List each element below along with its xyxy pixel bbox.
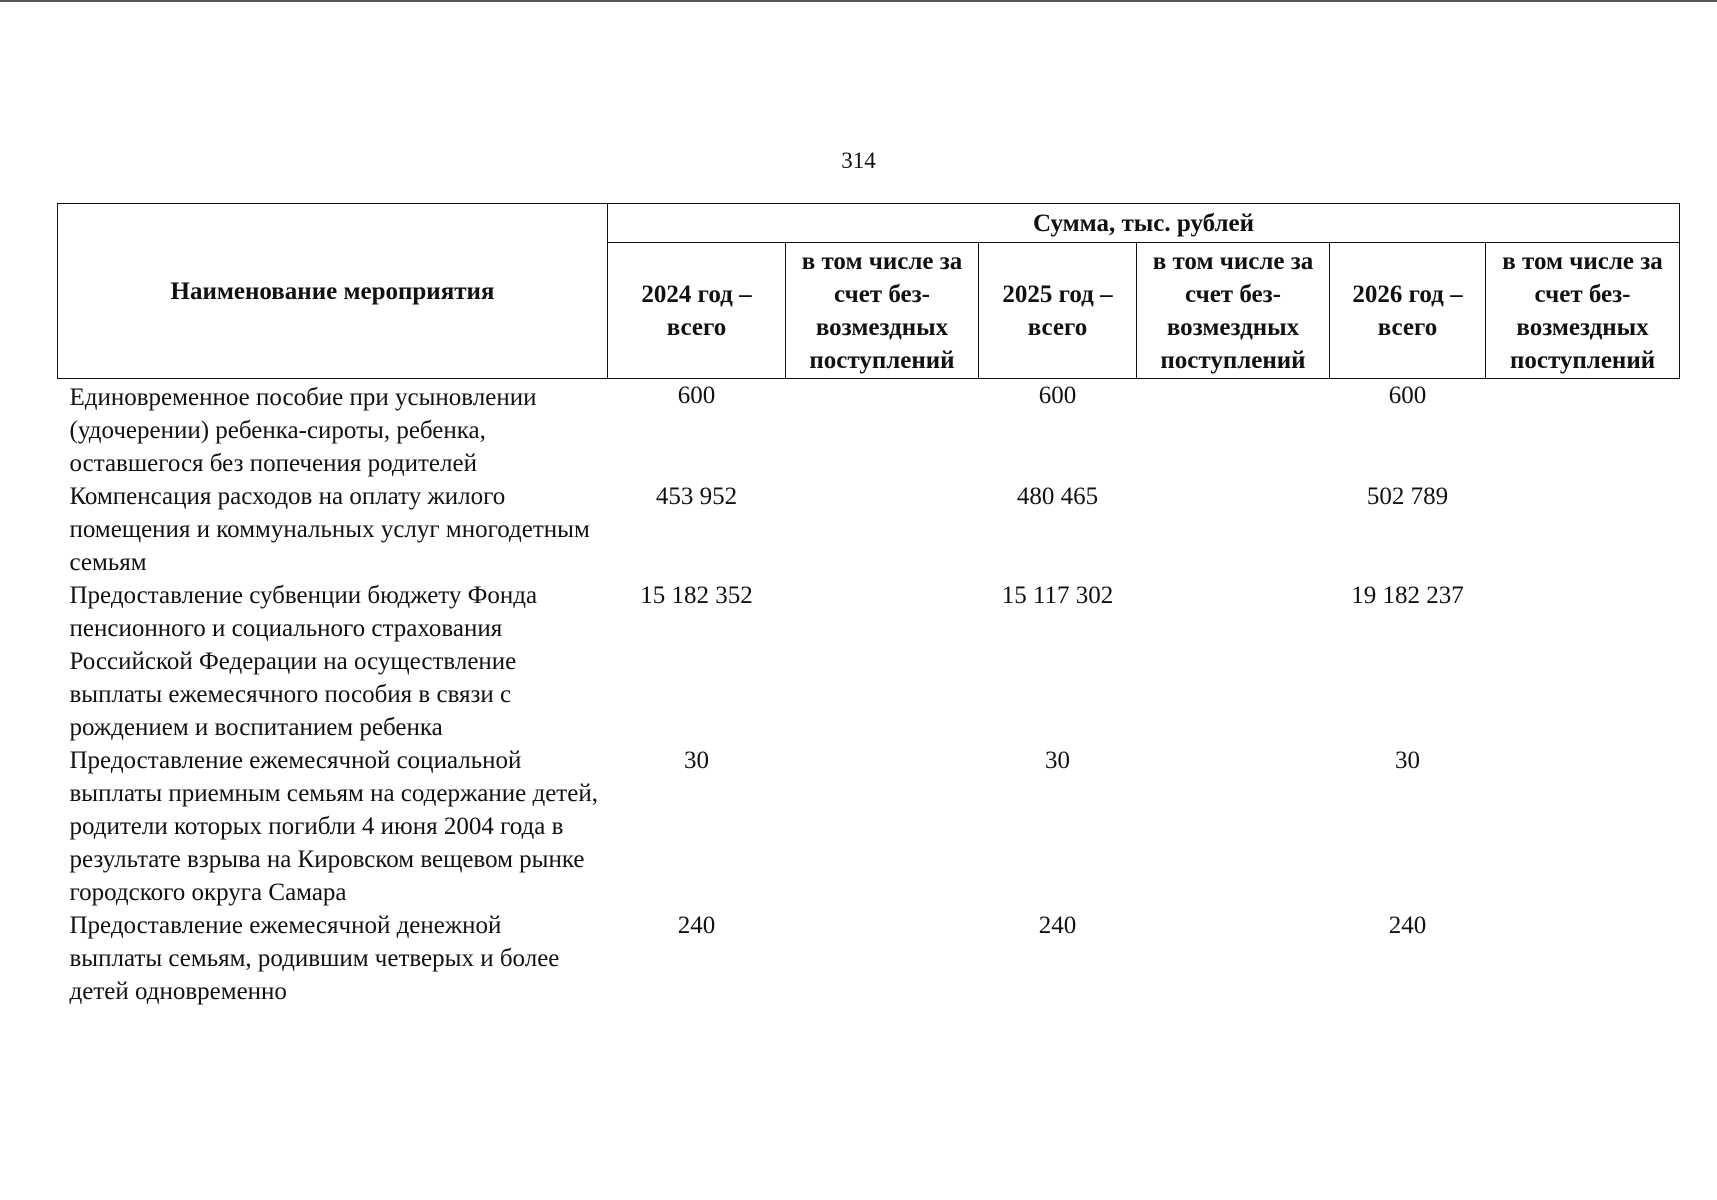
table-row — [58, 480, 1680, 579]
value-2026-total: 30 — [1395, 747, 1420, 774]
budget-table — [57, 203, 1680, 1008]
value-2026-grants — [1486, 379, 1680, 481]
row-name: Предоставление ежемесячной денежной выплаты семьям, родившим четверых и более детей одновременно — [69, 912, 560, 1005]
value-2025-grants — [1137, 909, 1330, 1008]
value-2026-grants — [1486, 744, 1680, 909]
column-header-2026-total: 2026 год – всего — [1330, 243, 1486, 379]
table-body — [58, 379, 1680, 1009]
value-2024-grants — [786, 744, 979, 909]
table-header — [58, 204, 1680, 379]
row-name: Предоставление субвенции бюджету Фонда пенсионного и социального страхования Российской Федерации на осуществление выплаты ежемесячного пособия в связи с рождением и воспитанием ребенка — [69, 582, 538, 741]
top-border-line — [0, 0, 1717, 2]
table-row — [58, 744, 1680, 909]
value-2026-total: 600 — [1388, 382, 1427, 409]
column-header-2026-grants: в том числе за счет без-возмездных поступлений — [1486, 243, 1680, 379]
value-2024-grants — [786, 909, 979, 1008]
table-row — [58, 579, 1680, 744]
value-2025-grants — [1137, 579, 1330, 744]
value-2024-grants — [786, 379, 979, 481]
page-number: 314 — [841, 148, 876, 173]
value-2025-total: 600 — [1038, 382, 1077, 409]
value-2025-total: 15 117 302 — [1001, 582, 1114, 609]
value-2026-total: 240 — [1388, 912, 1427, 939]
value-2024-total: 240 — [677, 912, 716, 939]
value-2024-grants — [786, 480, 979, 579]
value-2026-total: 19 182 237 — [1351, 582, 1464, 609]
table-row — [58, 379, 1680, 481]
column-header-name: Наименование мероприятия — [58, 204, 608, 379]
value-2024-total: 453 952 — [655, 483, 738, 510]
value-2024-grants — [786, 579, 979, 744]
value-2025-total: 480 465 — [1016, 483, 1099, 510]
table-row — [58, 909, 1680, 1008]
value-2025-grants — [1137, 480, 1330, 579]
column-header-2025-grants: в том числе за счет без-возмездных поступлений — [1137, 243, 1330, 379]
column-header-2024-total: 2024 год – всего — [608, 243, 786, 379]
value-2024-total: 15 182 352 — [640, 582, 753, 609]
value-2026-grants — [1486, 480, 1680, 579]
value-2025-grants — [1137, 379, 1330, 481]
value-2025-total: 240 — [1038, 912, 1077, 939]
value-2024-total: 600 — [677, 382, 716, 409]
value-2025-grants — [1137, 744, 1330, 909]
row-name: Компенсация расходов на оплату жилого помещения и коммунальных услуг многодетным семьям — [69, 483, 590, 576]
value-2024-total: 30 — [684, 747, 709, 774]
value-2026-total: 502 789 — [1366, 483, 1449, 510]
column-header-sum: Сумма, тыс. рублей — [608, 204, 1680, 243]
column-header-2025-total: 2025 год – всего — [979, 243, 1137, 379]
value-2025-total: 30 — [1045, 747, 1070, 774]
value-2026-grants — [1486, 579, 1680, 744]
header-row — [58, 204, 1680, 243]
column-header-2024-grants: в том числе за счет без-возмездных поступлений — [786, 243, 979, 379]
row-name: Предоставление ежемесячной социальной выплаты приемным семьям на содержание детей, родители которых погибли 4 июня 2004 года в результате взрыва на Кировском вещевом рынке городского округа Самара — [69, 747, 598, 906]
value-2026-grants — [1486, 909, 1680, 1008]
row-name: Единовременное пособие при усыновлении (удочерении) ребенка-сироты, ребенка, оставшегося без попечения родителей — [69, 384, 537, 477]
